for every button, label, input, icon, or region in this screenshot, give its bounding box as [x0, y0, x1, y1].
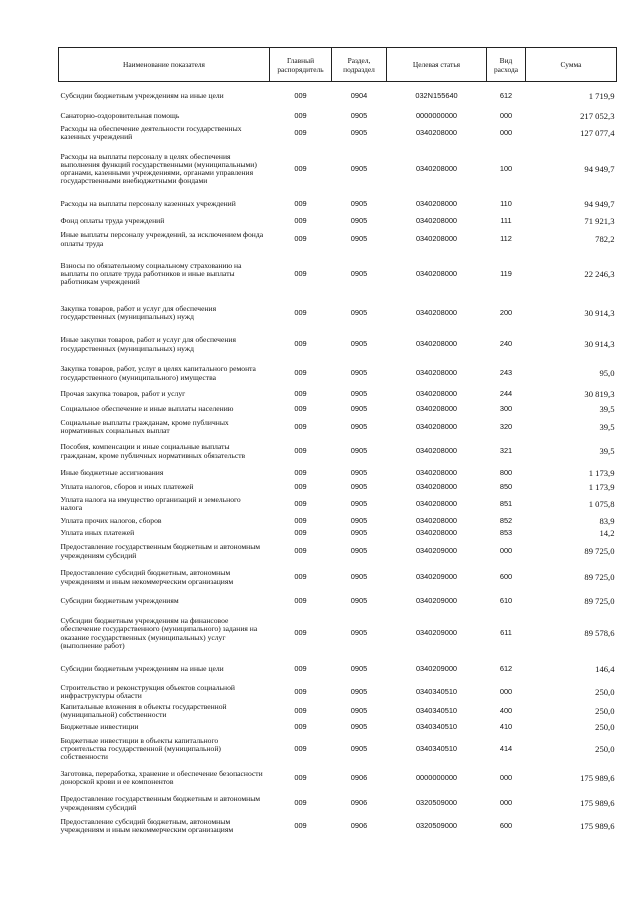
- row-sum: 95,0: [599, 368, 615, 379]
- row-sum: 1 719,9: [588, 91, 615, 102]
- row-admin: 009: [294, 111, 307, 121]
- row-name: Иные закупки товаров, работ и услуг для обеспечения государственных (муниципальных) нужд: [60, 335, 236, 353]
- row-admin: 009: [294, 705, 307, 715]
- table-row: [59, 467, 617, 481]
- row-sum: 39,5: [599, 421, 615, 432]
- table-row: [59, 764, 617, 793]
- row-kind: 240: [499, 339, 513, 349]
- row-sum: 89 725,0: [584, 572, 615, 583]
- row-name: Субсидии бюджетным учреждениям на иные цели: [60, 664, 224, 674]
- row-name: Бюджетные инвестиции: [60, 722, 139, 732]
- row-name: Уплата налогов, сборов и иных платежей: [60, 481, 194, 491]
- row-sum: 175 989,6: [580, 820, 615, 831]
- row-name: Субсидии бюджетным учреждениям на иные цели: [60, 91, 224, 101]
- row-kind: 119: [500, 268, 512, 278]
- table-row: [59, 215, 617, 228]
- row-sum: 30 914,3: [584, 307, 615, 318]
- row-name: Уплата налога на имущество организаций и земельного налога: [60, 494, 241, 512]
- row-sum: 94 949,7: [584, 163, 615, 174]
- row-section: 0905: [350, 595, 368, 605]
- row-section: 0906: [350, 820, 368, 830]
- table-row: [59, 330, 617, 360]
- header-article: Целевая статья: [387, 48, 487, 82]
- row-sum: 89 725,0: [584, 546, 615, 557]
- row-name: Заготовка, переработка, хранение и обеспечение безопасности донорской крови и ее компонентов: [60, 768, 263, 786]
- row-sum: 83,9: [599, 515, 615, 526]
- row-kind: 200: [499, 307, 513, 317]
- row-article: 0340340510: [415, 722, 458, 732]
- row-admin: 009: [294, 421, 307, 431]
- row-article: 0340208000: [415, 498, 458, 508]
- header-sum: Сумма: [526, 48, 617, 82]
- row-sum: 71 921,3: [584, 215, 615, 226]
- header-kind: Вид расхода: [487, 48, 526, 82]
- row-name: Прочая закупка товаров, работ и услуг: [60, 388, 186, 398]
- row-section: 0905: [350, 686, 368, 696]
- row-section: 0905: [350, 546, 368, 556]
- row-article: 0340208000: [415, 215, 458, 225]
- row-section: 0905: [350, 515, 368, 525]
- row-name: Социальные выплаты гражданам, кроме публичных нормативных социальных выплат: [60, 417, 229, 435]
- row-sum: 1 075,8: [588, 498, 615, 509]
- row-name: Расходы на выплаты персоналу в целях обеспечения выполнения функций государственными (муниципальными) органами, казенными учреждениями, органами управления государственными внебюджетными фондами: [60, 151, 257, 186]
- row-article: 0320509000: [415, 820, 458, 830]
- row-section: 0905: [350, 163, 368, 173]
- row-name: Взносы по обязательному социальному страхованию на выплаты по оплате труда работников и иные выплаты работникам учреждений: [60, 260, 242, 287]
- row-section: 0905: [350, 743, 368, 753]
- row-name: Пособия, компенсации и иные социальные выплаты гражданам, кроме публичных нормативных обязательств: [60, 442, 246, 460]
- row-admin: 009: [294, 368, 307, 378]
- row-section: 0906: [350, 772, 368, 782]
- row-kind: 300: [499, 403, 513, 413]
- row-admin: 009: [294, 528, 307, 538]
- row-sum: 22 246,3: [584, 268, 615, 279]
- row-admin: 009: [294, 446, 307, 456]
- row-admin: 009: [294, 215, 307, 225]
- row-section: 0905: [350, 199, 368, 209]
- row-article: 0340209000: [415, 628, 458, 638]
- row-name: Уплата прочих налогов, сборов: [60, 515, 162, 525]
- row-name: Субсидии бюджетным учреждениям: [60, 595, 179, 605]
- row-kind: 414: [499, 743, 513, 753]
- budget-table: [58, 47, 617, 838]
- table-row: [59, 611, 617, 657]
- row-section: 0905: [350, 421, 368, 431]
- row-kind: 612: [499, 91, 513, 101]
- row-admin: 009: [294, 820, 307, 830]
- row-section: 0905: [350, 572, 368, 582]
- row-admin: 009: [294, 339, 307, 349]
- row-sum: 30 914,3: [584, 339, 615, 350]
- row-section: 0905: [350, 339, 368, 349]
- row-admin: 009: [294, 127, 307, 137]
- row-kind: 600: [499, 572, 513, 582]
- row-kind: 000: [499, 111, 513, 121]
- row-name: Иные выплаты персоналу учреждений, за исключением фонда оплаты труда: [60, 230, 264, 248]
- table-row: [59, 540, 617, 564]
- row-article: 0340209000: [415, 664, 458, 674]
- table-row: [59, 592, 617, 611]
- row-section: 0905: [350, 368, 368, 378]
- row-section: 0905: [350, 234, 368, 244]
- row-section: 0905: [350, 403, 368, 413]
- row-kind: 400: [499, 705, 513, 715]
- row-admin: 009: [294, 268, 307, 278]
- row-article: 0340208000: [415, 268, 458, 278]
- row-kind: 853: [499, 528, 513, 538]
- row-section: 0905: [350, 446, 368, 456]
- table-row: [59, 144, 617, 195]
- table-row: [59, 528, 617, 540]
- row-kind: 600: [499, 820, 513, 830]
- row-section: 0905: [350, 388, 368, 398]
- row-sum: 1 173,9: [588, 468, 615, 479]
- budget-table-page: [58, 47, 616, 838]
- row-kind: 000: [499, 546, 513, 556]
- row-section: 0905: [350, 468, 368, 478]
- row-article: 0340208000: [415, 339, 458, 349]
- row-name: Строительство и реконструкция объектов социальной инфраструктуры области: [60, 682, 235, 700]
- row-name: Бюджетные инвестиции в объекты капитального строительства государственной (муниципальной) собственности: [60, 735, 221, 762]
- table-row: [59, 195, 617, 215]
- row-sum: 94 949,7: [584, 199, 615, 210]
- row-kind: 850: [499, 481, 513, 491]
- row-sum: 39,5: [599, 446, 615, 457]
- row-article: 0340208000: [415, 368, 458, 378]
- row-name: Социальное обеспечение и иные выплаты населению: [60, 403, 234, 413]
- row-name: Фонд оплаты труда учреждений: [60, 215, 165, 225]
- row-name: Санаторно-оздоровительная помощь: [60, 111, 180, 121]
- row-article: 0340208000: [415, 468, 458, 478]
- row-kind: 611: [500, 628, 512, 638]
- table-row: [59, 388, 617, 401]
- row-kind: 111: [500, 215, 512, 225]
- row-kind: 100: [499, 163, 513, 173]
- row-name: Расходы на обеспечение деятельности государственных казенных учреждений: [60, 123, 242, 141]
- row-name: Предоставление субсидий бюджетным, автономным учреждениям и иным некоммерческим организациям: [60, 816, 234, 834]
- row-sum: 1 173,9: [588, 481, 615, 492]
- row-sum: 14,2: [599, 528, 615, 539]
- row-section: 0905: [350, 481, 368, 491]
- row-kind: 112: [500, 234, 512, 244]
- row-article: 0340209000: [415, 595, 458, 605]
- row-article: 0340340510: [415, 686, 458, 696]
- row-article: 0340208000: [415, 307, 458, 317]
- table-header: [59, 48, 617, 82]
- row-sum: 217 052,3: [580, 111, 615, 122]
- row-article: 0340208000: [415, 403, 458, 413]
- row-article: 0340340510: [415, 743, 458, 753]
- header-admin: Главный распорядитель: [270, 48, 332, 82]
- table-row: [59, 683, 617, 702]
- table-row: [59, 494, 617, 515]
- row-name: Капитальные вложения в объекты государственной (муниципальной) собственности: [60, 701, 227, 719]
- row-name: Закупка товаров, работ, услуг в целях капитального ремонта государственного (муниципального) имущества: [60, 364, 256, 382]
- row-kind: 321: [499, 446, 513, 456]
- row-admin: 009: [294, 798, 307, 808]
- row-article: 0000000000: [415, 111, 458, 121]
- row-admin: 009: [294, 307, 307, 317]
- row-admin: 009: [294, 743, 307, 753]
- table-row: [59, 564, 617, 592]
- row-admin: 009: [294, 722, 307, 732]
- table-row: [59, 515, 617, 528]
- row-sum: 250,0: [595, 686, 615, 697]
- row-sum: 175 989,6: [580, 772, 615, 783]
- table-row: [59, 252, 617, 297]
- row-article: 0340208000: [415, 446, 458, 456]
- row-sum: 30 819,3: [584, 388, 615, 399]
- row-kind: 000: [499, 127, 513, 137]
- row-article: 0340208000: [415, 515, 458, 525]
- row-admin: 009: [294, 572, 307, 582]
- row-admin: 009: [294, 388, 307, 398]
- row-kind: 852: [499, 515, 513, 525]
- table-body: [59, 82, 617, 838]
- row-section: 0906: [350, 798, 368, 808]
- row-article: 0340208000: [415, 528, 458, 538]
- table-row: [59, 82, 617, 111]
- row-kind: 000: [499, 772, 513, 782]
- row-sum: 89 578,6: [584, 628, 615, 639]
- row-section: 0905: [350, 705, 368, 715]
- row-sum: 250,0: [595, 705, 615, 716]
- row-section: 0905: [350, 628, 368, 638]
- row-section: 0905: [350, 498, 368, 508]
- row-sum: 250,0: [595, 743, 615, 754]
- row-admin: 009: [294, 498, 307, 508]
- row-kind: 851: [499, 498, 513, 508]
- row-admin: 009: [294, 664, 307, 674]
- row-section: 0905: [350, 528, 368, 538]
- table-row: [59, 481, 617, 494]
- row-section: 0905: [350, 268, 368, 278]
- row-section: 0905: [350, 127, 368, 137]
- table-row: [59, 123, 617, 144]
- row-article: 0340208000: [415, 127, 458, 137]
- row-article: 0340208000: [415, 199, 458, 209]
- row-admin: 009: [294, 772, 307, 782]
- row-kind: 000: [499, 686, 513, 696]
- row-section: 0905: [350, 722, 368, 732]
- row-kind: 612: [499, 664, 513, 674]
- table-row: [59, 297, 617, 330]
- row-name: Закупка товаров, работ и услуг для обеспечения государственных (муниципальных) нужд: [60, 303, 217, 321]
- table-row: [59, 418, 617, 437]
- table-row: [59, 815, 617, 838]
- header-name: Наименование показателя: [59, 48, 270, 82]
- row-admin: 009: [294, 595, 307, 605]
- row-kind: 000: [499, 798, 513, 808]
- row-kind: 243: [499, 368, 513, 378]
- table-row: [59, 401, 617, 418]
- row-name: Иные бюджетные ассигнования: [60, 468, 164, 478]
- row-sum: 782,2: [595, 234, 615, 245]
- row-section: 0905: [350, 215, 368, 225]
- row-article: 0340208000: [415, 388, 458, 398]
- row-admin: 009: [294, 515, 307, 525]
- row-kind: 610: [499, 595, 513, 605]
- row-name: Предоставление государственным бюджетным и автономным учреждениям субсидий: [60, 542, 261, 560]
- row-sum: 127 077,4: [580, 127, 615, 138]
- row-article: 0320509000: [415, 798, 458, 808]
- row-admin: 009: [294, 234, 307, 244]
- row-name: Предоставление субсидий бюджетным, автономным учреждениям и иным некоммерческим организациям: [60, 568, 234, 586]
- row-section: 0905: [350, 111, 368, 121]
- row-article: 0340208000: [415, 163, 458, 173]
- table-row: [59, 360, 617, 388]
- row-admin: 009: [294, 199, 307, 209]
- row-sum: 146,4: [595, 664, 615, 675]
- row-admin: 009: [294, 628, 307, 638]
- row-article: 032N155640: [415, 91, 458, 101]
- table-row: [59, 111, 617, 123]
- row-admin: 009: [294, 468, 307, 478]
- table-row: [59, 793, 617, 815]
- row-section: 0905: [350, 307, 368, 317]
- row-kind: 110: [500, 199, 512, 209]
- row-sum: 175 989,6: [580, 798, 615, 809]
- row-kind: 320: [499, 421, 513, 431]
- row-admin: 009: [294, 91, 307, 101]
- row-admin: 009: [294, 403, 307, 413]
- row-article: 0340340510: [415, 705, 458, 715]
- row-admin: 009: [294, 163, 307, 173]
- table-row: [59, 735, 617, 764]
- row-admin: 009: [294, 546, 307, 556]
- row-article: 0340208000: [415, 421, 458, 431]
- table-row: [59, 702, 617, 721]
- row-kind: 244: [499, 388, 513, 398]
- row-article: 0340209000: [415, 546, 458, 556]
- row-name: Предоставление государственным бюджетным и автономным учреждениям субсидий: [60, 794, 261, 812]
- row-article: 0000000000: [415, 772, 458, 782]
- row-kind: 410: [499, 722, 513, 732]
- row-sum: 89 725,0: [584, 595, 615, 606]
- row-admin: 009: [294, 686, 307, 696]
- row-article: 0340208000: [415, 234, 458, 244]
- row-kind: 800: [499, 468, 513, 478]
- row-article: 0340209000: [415, 572, 458, 582]
- row-sum: 250,0: [595, 722, 615, 733]
- row-section: 0904: [350, 91, 368, 101]
- row-name: Субсидии бюджетным учреждениям на финансовое обеспечение государственного (муниципального) задания на оказание государственных (муниципальных) услуг (выполнение работ): [60, 616, 258, 650]
- table-row: [59, 657, 617, 683]
- row-sum: 39,5: [599, 403, 615, 414]
- row-article: 0340208000: [415, 481, 458, 491]
- row-name: Расходы на выплаты персоналу казенных учреждений: [60, 199, 236, 209]
- table-row: [59, 721, 617, 735]
- table-row: [59, 228, 617, 252]
- row-admin: 009: [294, 481, 307, 491]
- row-section: 0905: [350, 664, 368, 674]
- header-section: Раздел, подраздел: [332, 48, 387, 82]
- row-name: Уплата иных платежей: [60, 528, 135, 538]
- table-row: [59, 437, 617, 467]
